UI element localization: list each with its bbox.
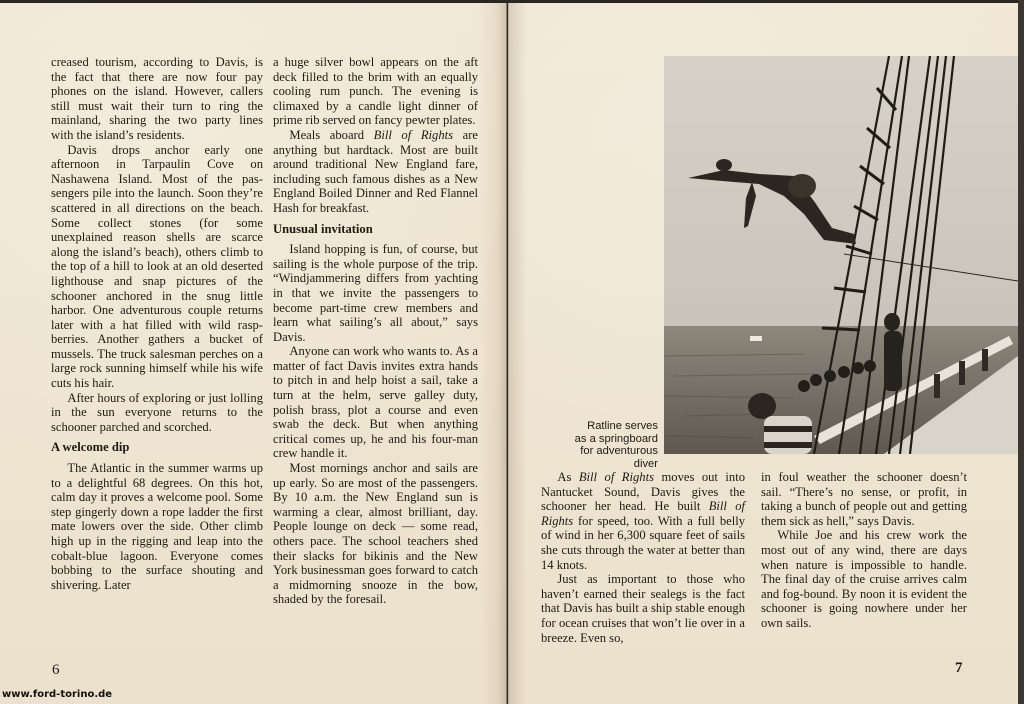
photo-caption bbox=[560, 420, 658, 470]
source-watermark: www.ford-torino.de bbox=[2, 689, 113, 700]
article-column-2 bbox=[273, 55, 478, 607]
ship-name: Bill of Rights bbox=[541, 499, 745, 528]
section-heading: A welcome dip bbox=[51, 440, 130, 455]
paragraph: a huge silver bowl appears on the aft deck filled to the brim with an equally cooling rum punch. The evening is climaxed by a candle light dinner of prime rib served on fancy pewter plates. bbox=[273, 55, 478, 128]
page-number-right: 7 bbox=[955, 660, 963, 676]
paragraph: Anyone can work who wants to. As a matter of fact Davis invites extra hands to pitch in and help hoist a sail, take a turn at the helm, serve galley duty, polish brass, plot a course and even swab the deck. But when anything critical comes up, he and his four-man crew handle it. bbox=[273, 344, 478, 461]
text-run: Meals aboard bbox=[289, 127, 374, 142]
paragraph: While Joe and his crew work the most out of any wind, there are days when nature is impossible to handle. The final day of the cruise arrives calm and fog-bound. By noon it is evident the schooner is going nowhere under her own sails. bbox=[761, 528, 967, 630]
article-column-1 bbox=[51, 55, 263, 592]
gutter-shadow bbox=[480, 3, 506, 704]
page-edge bbox=[1018, 0, 1024, 704]
section-heading: Unusual invitation bbox=[273, 221, 373, 236]
text-run: for speed, too. With a full belly of wind in her 6,300 square feet of sails she cuts through the water at better than 14 knots. bbox=[541, 513, 745, 572]
article-column-4 bbox=[761, 470, 967, 631]
article-column-3 bbox=[541, 470, 745, 645]
paragraph: Just as important to those who haven’t earned their sealegs is the fact that Davis has built a ship stable enough for ocean cruises that won’t lie over in a breeze. Even so, bbox=[541, 572, 745, 645]
crew-member-standing bbox=[884, 313, 902, 391]
paragraph bbox=[273, 128, 478, 216]
paragraph bbox=[541, 470, 745, 572]
paragraph: Most mornings anchor and sails are up early. So are most of the passengers. By 10 a.m. the New England sun is warming a clear, almost brilliant, day. People lounge on deck — some read, others pace. The school teachers shed their slacks for bikinis and the New York businessman goes forward to catch a midmorning snooze in the bow, shaded by the foresail. bbox=[273, 461, 478, 607]
caption-line: for adventurous diver bbox=[580, 445, 658, 470]
paragraph: creased tourism, according to Davis, is the fact that there are now four pay phones on the island. However, callers still must wait their turn to ring the mainland, sharing the two party lines with the island’s residents. bbox=[51, 55, 263, 142]
sky bbox=[664, 56, 1018, 332]
photo-illustration bbox=[664, 56, 1018, 454]
paragraph: Davis drops anchor early one afternoon in Tarpaulin Cove on Nashawena Island. Most of the passengers pile into the launch. Soon they’re scattered in all directions on the beach. Some collect stones (for some unexplained reason shells are scarce along the island’s beach), others climb to the top of a hill to look at an old deserted lighthouse and snap pictures of the schooner anchored in the snug little harbor. One adventurous couple returns later with a hat filled with wild raspberries. Another gathers a bucket of mussels. The truck salesman perches on a large rock sunning himself while his wife cuts his hair. bbox=[51, 142, 263, 391]
text-run: As bbox=[557, 470, 579, 484]
distant-boat bbox=[750, 336, 762, 341]
ship-name: Bill of Rights bbox=[373, 127, 454, 142]
paragraph: Island hopping is fun, of course, but sailing is the whole purpose of the trip. “Windjammering differs from yachting in that we invite the passengers to become part-time crew members and learn what sailing’s all about,” says Davis. bbox=[273, 242, 478, 344]
caption-line: as a springboard bbox=[574, 432, 658, 445]
ship-name: Bill of Rights bbox=[578, 470, 654, 484]
page-number-left: 6 bbox=[52, 662, 60, 678]
paragraph: in foul weather the schooner doesn’t sail. “There’s no sense, or profit, in taking a bunch of people out and getting them sick as hell,” says Davis. bbox=[761, 470, 967, 528]
photo-diver-from-ratline bbox=[664, 56, 1018, 454]
text-run: are anything but hardtack. Most are built around traditional New England fare, including such famous dishes as a New England Boiled Dinner and Red Flannel Hash for breakfast. bbox=[273, 127, 479, 215]
text-run: moves out into Nantucket Sound, Davis gives the schooner her head. He built bbox=[541, 470, 746, 514]
caption-line: Ratline serves bbox=[587, 420, 658, 432]
paragraph: The Atlantic in the summer warms up to a delightful 68 degrees. On this hot, calm day it proves a welcome pool. Some step gingerly down a rope ladder the first mate lowers over the side. Other climb high up in the rigging and leap into the cobalt-blue lagoon. Everyone comes bobbing to the surface shouting and shivering. Later bbox=[51, 461, 263, 592]
paragraph: After hours of exploring or just lolling in the sun everyone returns to the schooner parched and scorched. bbox=[51, 390, 263, 434]
gutter-shadow bbox=[509, 3, 527, 704]
